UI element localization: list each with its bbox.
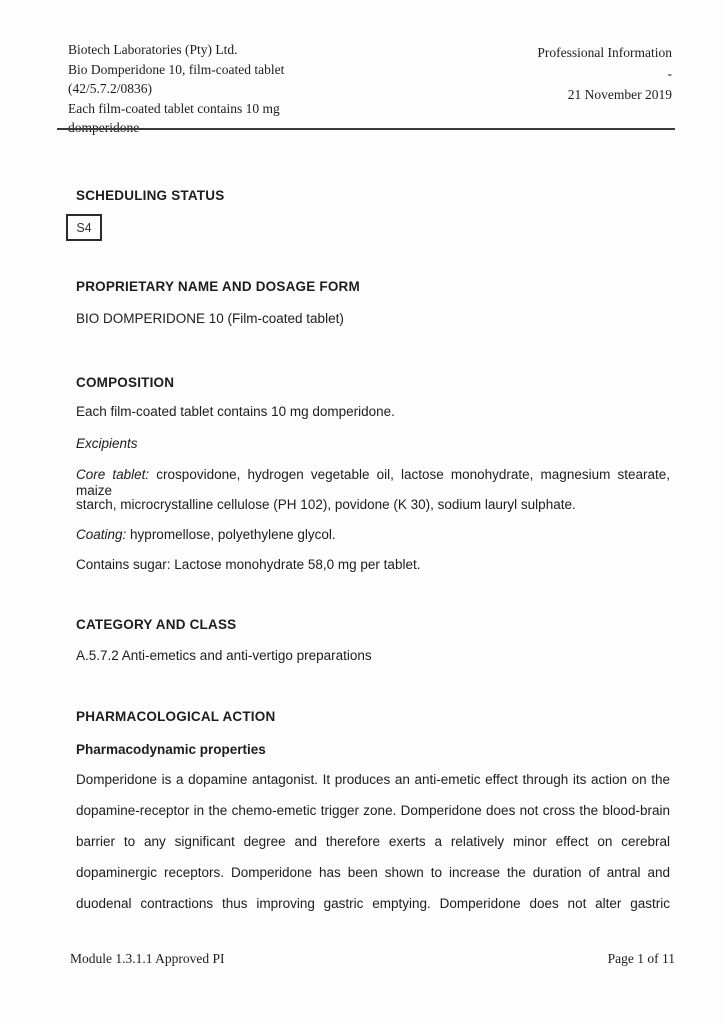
proprietary-name-heading: PROPRIETARY NAME AND DOSAGE FORM — [76, 279, 360, 294]
header-product-line: Bio Domperidone 10, film-coated tablet — [68, 61, 285, 77]
header-divider — [57, 128, 675, 130]
page-footer — [70, 951, 675, 967]
paragraph-line: dopaminergic receptors. Domperidone has been shown to increase the duration of antral and — [76, 865, 670, 880]
header-left-block — [68, 40, 368, 138]
header-right-block — [412, 42, 672, 105]
schedule-badge-label: S4 — [76, 220, 92, 235]
header-dash: - — [667, 66, 672, 81]
paragraph-line: duodenal contractions thus improving gastric emptying. Domperidone does not alter gastric — [76, 896, 670, 911]
footer-page-number: Page 1 of 11 — [607, 951, 675, 966]
header-doc-type: Professional Information — [537, 45, 672, 60]
header-contents-line: Each film-coated tablet contains 10 mg — [68, 100, 280, 116]
contains-sugar-line: Contains sugar: Lactose monohydrate 58,0 mg per tablet. — [76, 557, 421, 572]
schedule-badge — [66, 214, 102, 241]
header-date: 21 November 2019 — [567, 87, 672, 102]
composition-intro-text: Each film-coated tablet contains 10 mg domperidone. — [76, 404, 395, 419]
category-class-text: A.5.7.2 Anti-emetics and anti-vertigo preparations — [76, 648, 372, 663]
core-tablet-line-1 — [76, 467, 670, 499]
header-company-line: Biotech Laboratories (Pty) Ltd. — [68, 42, 238, 57]
composition-heading: COMPOSITION — [76, 375, 175, 390]
header-reg-number-line: (42/5.7.2/0836) — [68, 81, 152, 96]
paragraph-line: Domperidone is a dopamine antagonist. It produces an anti-emetic effect through its action on the — [76, 772, 670, 787]
category-class-heading: CATEGORY AND CLASS — [76, 617, 237, 632]
footer-module-text: Module 1.3.1.1 Approved PI — [70, 951, 225, 966]
proprietary-name-text: BIO DOMPERIDONE 10 (Film-coated tablet) — [76, 311, 344, 326]
core-tablet-line-2: starch, microcrystalline cellulose (PH 102), povidone (K 30), sodium lauryl sulphate. — [76, 497, 576, 512]
core-tablet-label: Core tablet: — [76, 467, 150, 482]
coating-label: Coating: — [76, 527, 127, 542]
pharmacological-action-heading: PHARMACOLOGICAL ACTION — [76, 709, 276, 724]
paragraph-line: dopamine-receptor in the chemo-emetic trigger zone. Domperidone does not cross the blood-brain — [76, 803, 670, 818]
coating-line — [76, 527, 670, 543]
pharmacodynamic-properties-subheading: Pharmacodynamic properties — [76, 742, 266, 757]
paragraph-line: barrier to any significant degree and therefore exerts a relatively minor effect on cerebral — [76, 834, 670, 849]
excipients-label: Excipients — [76, 436, 138, 451]
core-tablet-excipients: crospovidone, hydrogen vegetable oil, lactose monohydrate, magnesium stearate, maize — [76, 467, 670, 498]
coating-excipients: hypromellose, polyethylene glycol. — [126, 527, 336, 542]
scheduling-status-heading: SCHEDULING STATUS — [76, 188, 225, 203]
